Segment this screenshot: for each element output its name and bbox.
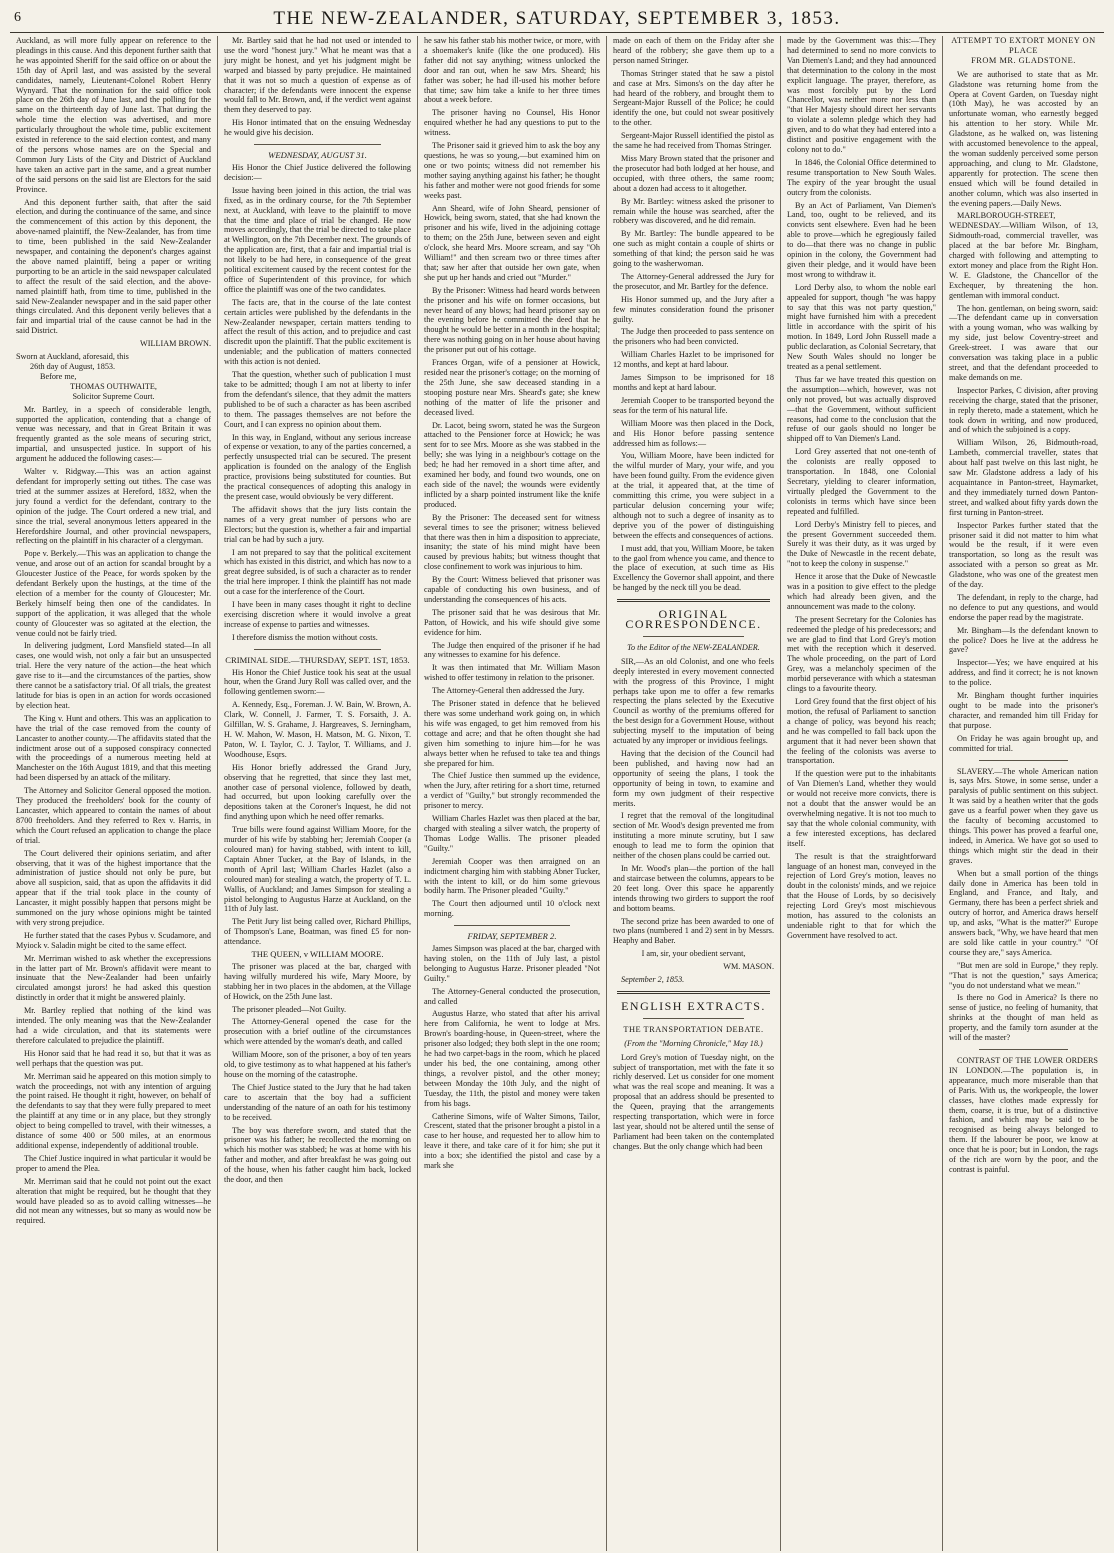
paragraph: The boy was therefore sworn, and stated that the prisoner was his father; he recollected the morning on which his mother was stabbed; he was at home with his father and mother, and after breakfast he was going out of the house, when his father caught him back, locked the door, and then (224, 1125, 411, 1185)
paragraph: The Judge then proceeded to pass sentence on the prisoners who had been convicted. (613, 327, 774, 347)
paragraph: The Court then adjourned until 10 o'clock next morning. (424, 899, 600, 919)
paragraph: I must add, that you, William Moore, be taken to the gaol from whence you came, and thence to the place of execution, at such time as His Excellency the Governor shall appoint, and there be hanged by the neck till you be dead. (613, 543, 774, 593)
paragraph: By the Prisoner: The deceased sent for witness several times to see the prisoner; witness believed that there was then in him a disposition to appreciate, insanity; the state of his mind might have been caused by previous habits; but witness thought that close confinement to work was injurious to him. (424, 512, 600, 572)
paragraph: The prisoner was placed at the bar, charged with having wilfully murdered his wife, Mary Moore, by stabbing her in two places in the abdomen, at the Village of Howick, on the 25th June last. (224, 961, 411, 1001)
paragraph: In this way, in England, without any serious increase of expense or vexation, to any of the parties concerned, a perfectly unsuspected trial can be secured. The present application is founded on the analogy of the English practice, provisions being substituted for counties. But the practical consequences of adopting this analogy in the present case, would obviously be very different. (224, 432, 411, 501)
paragraph: SLAVERY.—The whole American nation is, says Mrs. Stowe, in some sense, under a paralysis of public sentiment on this subject. It was said by a heathen writer that the gods gave us a fearful power when they gave us the faculty of becoming accustomed to things. This power has proved a fearful one, indeed, in America. We have got so used to things which might stir the dead in their graves. (949, 766, 1098, 865)
paragraph: The affidavit shows that the jury lists contain the names of a very great number of persons who are Electors; but the question is, whether a fair and impartial trial can be had by such a jury. (224, 504, 411, 544)
paragraph: Thomas Stringer stated that he saw a pistol and case at Mrs. Simons's on the day after he had heard of the robbery, and brought them to Sergeant-Major Russell of the Police; he could identify the one, but could not swear positively to the other. (613, 68, 774, 128)
paragraph: William Charles Hazlet was then placed at the bar, charged with stealing a silver watch, the property of Thomas Lodge Wallis. The prisoner pleaded "Guilty." (424, 814, 600, 853)
paragraph: The Attorney-General opened the case for the prosecution with a brief outline of the circumstances which were attended by the woman's death, and called (224, 1017, 411, 1047)
divider (617, 599, 770, 602)
article-heading: ATTEMPT TO EXTORT MONEY ON PLACE (951, 36, 1096, 55)
paragraph: The defendant, in reply to the charge, had no defence to put any questions, and would endorse the paper read by the magistrate. (949, 592, 1098, 622)
paragraph: Mr. Bingham—Is the defendant known to the police? Does he live at the address he gave? (949, 625, 1098, 655)
paragraph: Lord Derby also, to whom the noble earl appealed for support, though "he was happy to say that this was not party question," might have furnished him with a precedent little in accordance with the spirit of his motion. In 1849, Lord John Russell made a public declaration, as Colonial Secretary, that New South Wales should no longer be treated as a penal settlement. (787, 282, 936, 371)
paragraph: Frances Organ, wife of a pensioner at Howick, resided near the prisoner's cottage; on the morning of the 25th June, she saw deceased standing in a stooping posture near Mrs. Sheard's gate; she knew nothing of the matter of life the prisoner and deceased lived. (424, 358, 600, 417)
closing: I am, sir, your obedient servant, (641, 949, 746, 959)
paragraph: Catherine Simons, wife of Walter Simons, Tailor, Crescent, stated that the prisoner brought a pistol in a case to her house, and requested her to allow him to leave it there, and take care of it for him; she put it into a box; she identified the pistol and case by a mark she (424, 1111, 600, 1171)
paragraph: The Attorney-General conducted the prosecution, and called (424, 986, 600, 1006)
paragraph: Issue having been joined in this action, the trial was fixed, as in the ordinary course, for the 7th September next, at Auckland, with leave to the plaintiff to move that the time and place of trial be changed. He now moves accordingly, that the trial be directed to take place at Wellington, on the 7th December next. The grounds of the application are, first, that a fair and impartial trial is not likely to be had here, in consequence of the great political excitement caused by the recent contest for the office of Superintendent of this province, for which office the plaintiff was one of the two candidates. (224, 185, 411, 294)
paragraph: Lord Derby's Ministry fell to pieces, and the present Government succeeded them. Surely it was their duty, as it was urged by the Duke of Newcastle in the recent debate, "not to keep the colony in suspense." (787, 519, 936, 569)
paragraph: made by the Government was this:—They had determined to send no more convicts to Van Diemen's Land; and they had announced that determination to the colony in the most explicit language. The prayer, therefore, as was most forcibly put by the Lord Chancellor, was neither more nor less than "that Her Majesty should direct her servants to violate a solemn pledge which they had given, and to do what they had entered into a distinct and positive engagement with the colony not to do." (787, 36, 936, 154)
paragraph: Auckland, as will more fully appear on reference to the pleadings in this cause. And this deponent further saith that he was appointed Sheriff for the said office on or about the 15th day of April last, and was assisted by the several candidates, namely, Lieutenant-Colonel Robert Henry Wynyard. That the nomination for the said office took place on the 26th day of June last, and the polling for the same on the thirteenth day of June last. That during the whole time the election was advertised, and more particularly throughout the whole time, public excitement existed in reference to the said election contest, and many of the persons whose names are on the Special and Common Jury Lists of the City and District of Auckland have taken an active part in the same, and a great number of the said persons on the said list are Electors for the said Province. (16, 36, 211, 194)
paragraph: Jeremiah Cooper was then arraigned on an indictment charging him with stabbing Abner Tucker, with the intent to kill, or do him some grievous bodily harm. The Prisoner pleaded "Guilty." (424, 856, 600, 896)
paragraph: Mr. Bartley said that he had not used or intended to use the word "honest jury." What he meant was that a jury might be honest, and yet his judgment might be warped and biassed by party prejudice. He maintained that it was not so much a question of expense as of character; if the defendants were innocent the expense would fall to Mr. Brown, and, if the verdict went against them they deserved to pay. (224, 36, 411, 115)
divider (643, 1018, 744, 1019)
paragraph: I have been in many cases thought it right to decline exercising discretion where it would involve a great increase of expense to parties and witnesses. (224, 600, 411, 629)
dateline: CRIMINAL SIDE.—THURSDAY, SEPT. 1ST, 1853. (225, 654, 410, 665)
paragraph: "But men are sold in Europe," they reply. "That is not the question," says America; "you do not understand what we mean." (949, 960, 1098, 990)
paragraph: Lord Grey's motion of Tuesday night, on the subject of transportation, met with the fate it so richly deserved. Let us consider for one moment what was the real scope and meaning. It was a proposal that an address should be presented to the Queen, praying that the arrangements respecting transportation, which were in force last year, should not be altered until the sense of Parliament had been taken on the contemplated changes. But the only change which had been (613, 1052, 774, 1151)
paragraph: The Attorney-General addressed the Jury for the prosecutor, and Mr. Bartley for the defence. (613, 271, 774, 291)
paragraph: The prisoner pleaded—Not Guilty. (232, 1004, 347, 1014)
divider (979, 1049, 1068, 1050)
paragraph: And this deponent further saith, that after the said election, and during the continuance of the same, and since the commencement of this action by this deponent, the above-named plaintiff, the New-Zealander, has from time to time, been published in the said New-Zealander newspaper, and containing the deponent's charges against the above named plaintiff, being a paper or writing purporting to be an article in the said newspaper calculated to affect the result of the said election, and the above-named plaintiff hath, from time to time, published in the said New-Zealander newspaper and in the said paper other things circulated. And this deponent verily believes that a fair and impartial trial of the cause cannot be had in the said District. (16, 197, 211, 336)
paragraph: CONTRAST OF THE LOWER ORDERS IN LONDON.—The population is, in appearance, much more miserable than that of Paris. With us, the workpeople, the lower classes, have clothes made expressly for them, coarse, it is true, but of a distinctive fashion, and which may be said to be recognised as being always belonged to them. If the labourer be poor, we know at once that he is poor; but in London, the rags of the rich are worn by the poor, and the contrast is painful. (949, 1056, 1098, 1174)
article-source: (From the "Morning Chronicle," May 18.) (624, 1038, 763, 1048)
paragraph: Sergeant-Major Russell identified the pistol as the same he had received from Thomas Stringer. (613, 131, 774, 151)
article-heading: FROM MR. GLADSTONE. (971, 55, 1076, 65)
paragraph: Lord Grey found that the first object of his motion, the refusal of Parliament to sanction a change of policy, was beyond his reach; and he was compelled to fall back upon the argument that it had never been shown that the feeling of the colonists was averse to transportation. (787, 697, 936, 766)
paragraph: Augustus Harze, who stated that after his arrival here from California, he went to lodge at Mrs. Brown's boarding-house, in Queen-street, where the prisoner also lodged; they both slept in the one room; he had two carpet-bags in the room, which he placed under his bed, the one containing, among other things, a revolver pistol, and the other money; between Monday the 10th July, and the night of Tuesday, the 11th, the pistol and money were taken from his bags. (424, 1009, 600, 1108)
divider (617, 991, 770, 994)
paragraph: The Chief Justice stated to the Jury that he had taken care to ascertain that the boy had a sufficient understanding of the nature of an oath for his testimony to be received. (224, 1082, 411, 1122)
divider (254, 649, 381, 650)
paragraph: His Honor briefly addressed the Grand Jury, observing that he regretted, that since they last met, another case of personal violence, followed by death, had occurred, but upon looking carefully over the depositions taken at the Coroner's Inquest, he did not find anything upon which he need offer remarks. (224, 762, 411, 822)
paragraph: You, William Moore, have been indicted for the wilful murder of Mary, your wife, and you have been found guilty. From the evidence given at the trial, it appeared that, at the time of committing this crime, you were subject in a particular delusion concerning your wife; although not to such a degree of insanity as to deprive you of the power of distinguishing between the effects and consequences of actions. (613, 451, 774, 540)
paragraph: Lord Grey asserted that not one-tenth of the colonists are really opposed to transportation. In 1848, one Colonial Secretary, yielding to clearer information, virtually pledged the Government to the colonists in terms which have since been repeated and fulfilled. (787, 447, 936, 516)
column-5 (780, 36, 942, 1551)
divider (979, 760, 1068, 761)
paragraph: Mr. Bartley, in a speech of considerable length, supported the application, contending that a change of venue was necessary, and that in Great Britain it was frequently granted as the sole means of securing strict, impartial, and unsuspected justice. In support of his argument he adduced the following cases:— (16, 404, 211, 464)
paragraph: It was then intimated that Mr. William Mason wished to offer testimony in relation to the prisoner. (424, 663, 600, 683)
paragraph: On Friday he was again brought up, and committed for trial. (949, 733, 1098, 753)
paragraph: MARLBOROUGH-STREET, WEDNESDAY.—William Wilson, of 13, Sidmouth-road, commercial traveller, was placed at the bar before Mr. Bingham, charged with following and attempting to extort money and place from the Right Hon. W. E. Gladstone, the Chancellor of the Exchequer, by threatening the hon. gentleman with immoral conduct. (949, 211, 1098, 300)
paragraph: His Honor the Chief Justice took his seat at the usual hour, when the Grand Jury Roll was called over, and the following gentlemen sworn:— (224, 667, 411, 697)
paragraph: I regret that the removal of the longitudinal section of Mr. Wood's design prevented me from instituting a more minute scrutiny, but I saw enough to lead me to form the opinion that neither of the chosen plans could be carried out. (613, 811, 774, 861)
paragraph: Ann Sheard, wife of John Sheard, pensioner of Howick, being sworn, stated, that she had known the prisoner and his wife, lived in the adjoining cottage to them; on the 25th June, between seven and eight o'clock, she heard Mrs. Moore scream, and say "Oh William!" and then scream two or three times after that; saw her after that outside her own gate, when she put up her hands and cried out "Murder." (424, 203, 600, 282)
paragraph: Mr. Bingham thought further inquiries ought to be made into the prisoner's character, and remanded him till Friday for that purpose. (949, 691, 1098, 730)
paragraph: made on each of them on the Friday after she heard of the robbery; she gave them up to a person named Stringer. (613, 36, 774, 65)
dateline: FRIDAY, SEPTEMBER 2. (467, 931, 557, 942)
case-heading: THE QUEEN, v WILLIAM MOORE. (251, 949, 384, 960)
paragraph: Mr. Merriman said he appeared on this motion simply to watch the proceedings, not with any intention of arguing the point raised. He thought it right, however, on behalf of the defendants to say that they were fully prepared to meet the plaintiff at any time or in any place, but they strongly object to being compelled to travel, with their witnesses, a distance of some 400 or 500 miles, at an enormous additional expense, independently of additional trouble. (16, 1071, 211, 1150)
paragraph: By Mr. Bartley: witness asked the prisoner to remain while the house was searched, after the robbery was discovered, and he did remain. (613, 196, 774, 226)
sworn-line: 26th day of August, 1853. (30, 362, 116, 371)
dateline: WEDNESDAY, AUGUST 31. (268, 150, 367, 161)
paragraph: He further stated that the cases Pybus v. Scudamore, and Myiock v. Saladin might be cited to the same effect. (16, 930, 211, 950)
paragraph: Inspector Parkes, C division, after proving receiving the charge, stated that the prisoner, in reply thereto, made a statement, which he took down in writing, and now produced, and of which the subjoined is a copy. (949, 385, 1098, 435)
paragraph: Having that the decision of the Council had been published, and having now had an opportunity of seeing the plans, I took the opportunity of being in town, to examine and form my own judgment of their respective merits. (613, 749, 774, 808)
sworn-line: Solicitor Supreme Court. (72, 391, 155, 401)
paragraph: The facts are, that in the course of the late contest certain articles were published by the defendants in the New-Zealander newspaper, certain matters tending to affect the result of this action, and to prejudice and cast discredit upon the plaintiff. That the public excitement is undeniable; and the publication of matters connected with this action is not denied. (224, 297, 411, 367)
paragraph: His Honor intimated that on the ensuing Wednesday he would give his decision. (224, 118, 411, 138)
sworn-line: THOMAS OUTHWAITE, (70, 381, 157, 391)
paragraph: The Chief Justice then summed up the evidence, when the Jury, after retiring for a short time, returned a verdict of "Guilty," but strongly recommended the prisoner to mercy. (424, 771, 600, 811)
paragraph: We are authorised to state that as Mr. Gladstone was returning home from the Opera at Covent Garden, on Tuesday night (10th May), he was accosted by an unfortunate woman, who earnestly begged his attention to her story. While Mr. Gladstone, as he walked on, was listening with accustomed benevolence to the appeal, the woman suddenly perceived some person approaching, and clung to Mr. Gladstone, apparently for protection. The scene then ensued which will be found detailed in another column, which was also inserted in the evening papers.—Daily News. (949, 69, 1098, 208)
paragraph: In 1846, the Colonial Office determined to resume transportation to New South Wales. The expiry of the year brought the usual outcry from the colonists. (787, 157, 936, 197)
sworn-line: Before me, (40, 371, 77, 381)
paragraph: William Moore, son of the prisoner, a boy of ten years old, to give testimony as to what happened at his father's house on the morning of the catastrophe. (224, 1050, 411, 1079)
paragraph: The King v. Hunt and others. This was an application to have the trial of the case removed from the county of Lancaster to another county.—The affidavits stated that the indictment arose out of a supposed conspiracy connected with the proceedings of a numerous meeting held at Manchester on the 16th August 1819, and that this meeting had been dispersed by an attack of the military. (16, 713, 211, 783)
paragraph: Hence it arose that the Duke of Newcastle was in a position to give effect to the pledge which had already been given, and the announcement was made to the colony. (787, 572, 936, 611)
paragraph: That the question, whether such of publication I must take to be admitted; though I am not at liberty to infer from the defendant's silence, that they admit the matters published to be of such a character as has been ascribed to them. The passages themselves are not before the Court, and I can express no opinion about them. (224, 370, 411, 429)
paragraph: Is there no God in America? Is there no sense of justice, no feeling of humanity, that shrinks at the thought of man held as property, and the family torn asunder at the will of the master? (949, 993, 1098, 1043)
page-number: 6 (14, 10, 21, 25)
paragraph: Thus far we have treated this question on the assumption—which, however, was not only not proved, but was actually disproved—that the Government, without sufficient reasons, had come to the conclusion that the refuse of our gaols should no longer be shipped off to Van Diemen's Land. (787, 374, 936, 444)
paragraph: The prisoner said that he was desirous that Mr. Patton, of Howick, and his wife should give some evidence for him. (424, 607, 600, 637)
paragraph: His Honor the Chief Justice delivered the following decision:— (224, 162, 411, 182)
paragraph: If the question were put to the inhabitants of Van Diemen's Land, whether they would or would not receive more convicts, there is not a doubt that the answer would be an overwhelming negative. It is not too much to say that the whole colonial community, with a few interested exceptions, has declared itself. (787, 769, 936, 848)
paragraph: Pope v. Berkely.—This was an application to change the venue, and arose out of an action for scandal brought by a Gloucester Justice of the Peace, for words spoken by the defendant Berkely upon the hustings, at the time of the election of a member for the county of Gloucester; Mr. Berkely himself being then one of the candidates. In support of the application, it was alleged that the whole county of Gloucester was so agitated at the election, the venue could not be fairly tried. (16, 549, 211, 638)
paragraph: The present Secretary for the Colonies has redeemed the pledge of his predecessors; and we are glad to find that Lord Grey's motion met with the reception which it deserved. The whole proceeding, on the part of Lord Grey, was a melancholy specimen of the morbid perseverance with which a statesman clings to a favourite theory. (787, 614, 936, 694)
paragraph: The Court delivered their opinions seriatim, and after observing, that it was of the highest importance that the administration of justice should not only be pure, but above all suspicion, said, that as upon the affidavits it did appear that if the trial took place in the county of Lancaster, it might possibly happen that persons might be summoned on the jury whose opinions might be tainted with very strong prejudice. (16, 848, 211, 927)
columns (10, 36, 1104, 1551)
paragraph: I therefore dismiss the motion without costs. (232, 632, 378, 642)
paragraph: By the Court: Witness believed that prisoner was capable of conducting his own business, and of understanding the consequences of his acts. (424, 575, 600, 604)
paragraph: William Charles Hazlet to be imprisoned for 12 months, and kept at hard labour. (613, 350, 774, 370)
sworn-line: Sworn at Auckland, aforesaid, this (16, 352, 129, 362)
paragraph: SIR,—As an old Colonist, and one who feels deeply interested in every movement connected with the progress of this Province, I might perhaps take upon me to offer a few remarks respecting the plans selected by the Executive Council as worthy of the premiums offered for the best design for a Government House, without subjecting myself to the imputation of being actuated by any improper or invidious feelings. (613, 656, 774, 746)
paragraph: Inspector—Yes; we have enquired at his address, and find it correct; he is not known to the police. (949, 658, 1098, 688)
paragraph: The prisoner having no Counsel, His Honor enquired whether he had any questions to put to the witness. (424, 108, 600, 138)
paragraph: By an Act of Parliament, Van Diemen's Land, too, ought to be relieved, and its convicts sent elsewhere. Even had he been able to prove—which he egregiously failed to do—that there was no change in public opinion in the colony, the Government had given their pledge, and it would have been most wrong to withdraw it. (787, 200, 936, 279)
paragraph: James Simpson was placed at the bar, charged with having stolen, on the 11th of July last, a pistol belonging to Augustus Harze. Prisoner pleaded "Not Guilty." (424, 944, 600, 983)
column-1 (10, 36, 217, 1551)
column-6 (942, 36, 1104, 1551)
paragraph: Inspector Parkes further stated that the prisoner said it did not matter to him what would be the result, if it were even transportation, so long as the result was associated with a person so great as Mr. Gladstone, who was one of the greatest men of the day. (949, 520, 1098, 590)
paragraph: Mr. Merriman wished to ask whether the excepressions in the latter part of Mr. Brown's affidavit were meant to insinuate that the New-Zealander had been unfairly circulated amongst jurors! he had asked this question distinctly in order that it might be answered plainly. (16, 953, 211, 1003)
signature: WILLIAM BROWN. (140, 339, 211, 349)
paragraph: The Prisoner said it grieved him to ask the boy any questions, he was so young,—but examined him on one or two points; witness did not remember his mother saying anything against his father; he thought his father and mother were not good friends for some weeks past. (424, 141, 600, 200)
paragraph: William Wilson, 26, Bidmouth-road, Lambeth, commercial traveller, states that about half past twelve on this last night, he saw Mr. Gladstone address a lady of his acquaintance in Panton-street, Haymarket, and they immediately turned down Panton-street, and walked about fifty yards down the first turning in Panton-street. (949, 438, 1098, 517)
salutation: To the Editor of the NEW-ZEALANDER. (627, 642, 760, 652)
paragraph: His Honor said that he had read it so, but that it was as well perhaps that the question was put. (16, 1048, 211, 1068)
paragraph: Dr. Lacot, being sworn, stated he was the Surgeon attached to the Pensioner force at Howick; he was sent for to see Mrs. Moore as she was stabbed in the belly; she was lying in a neighbour's cottage on the bed; he had her removed in a short time after, and examined her body, and found two wounds, one on each side of the navel; the wounds were evidently inflicted by a sharp pointed instrument like the knife produced. (424, 420, 600, 509)
column-2 (217, 36, 417, 1551)
paragraph: The hon. gentleman, on being sworn, said:—The defendant came up in conversation with a young woman, who was walking by my side, just below Coventry-street and Greek-street. I was aware that our conversation was taking place in a public street, and that the defendant proceeded to make demands on me. (949, 303, 1098, 382)
paragraph: The Prisoner stated in defence that he believed there was some underhand work going on, in which his wife was engaged, to get him removed from his cottage and acre; and that he often thought she had given him something to injure him—for he was always better when he refused to take tea and things she prepared for him. (424, 699, 600, 768)
paragraph: The Attorney and Solicitor General opposed the motion. They produced the freeholders' book for the county of Lancaster, which appeared to contain the names of about 8700 freeholders. And they referred to Rex v. Harris, in which the Court refused an application to change the place of trial. (16, 786, 211, 845)
letter-signature: WM. MASON. (723, 962, 774, 972)
column-3 (417, 36, 606, 1551)
letter-date: September 2, 1853. (621, 975, 685, 985)
paragraph: The second prize has been awarded to one of two plans (numbered 1 and 2) sent in by Messrs. Heaphy and Baber. (613, 916, 774, 946)
section-heading-correspondence: ORIGINAL CORRESPONDENCE. (625, 607, 762, 632)
paragraph: In delivering judgment, Lord Mansfield stated—In all cases, one would wish, not only a fair but an unsuspected trial. Here the very nature of the action—the heat which gave rise to it—and the circumstances of the parties, show there cannot be a satisfactory trial. Of all trials, the greatest latitude for bias is open in an action for words occasioned by election heat. (16, 641, 211, 710)
newspaper-title: THE NEW-ZEALANDER, SATURDAY, SEPTEMBER 3, 1853. (273, 8, 841, 29)
divider (454, 925, 570, 926)
paragraph: The Judge then enquired of the prisoner if he had any witnesses to examine for his defence. (424, 640, 600, 660)
masthead (10, 6, 1104, 33)
paragraph: The Attorney-General then addressed the Jury. (432, 686, 585, 696)
paragraph: The result is that the straightforward language of an honest man, conveyed in the rejection of Lord Grey's motion, leaves no doubt in the colonists' minds, and we rejoice that the House of Lords, by so decisively rejecting Lord Grey's most mischievous motion, has assured to the colonists an undeniable right to that for which the Government have resolved to act. (787, 851, 936, 940)
paragraph: William Moore was then placed in the Dock, and His Honor before passing sentence addressed him as follows:— (613, 418, 774, 448)
paragraph: In Mr. Wood's plan—the portion of the hall and staircase between the columns, appears to be 20 feet long. Over this space he apparently intends throwing two girders to support the roof and bottom beams. (613, 863, 774, 913)
section-heading-english-extracts: ENGLISH EXTRACTS. (621, 998, 766, 1013)
paragraph: When but a small portion of the things daily done in America has been told in England, and France, and Italy, and Germany, there has been a perfect shriek and outcry of horror, and America draws herself up, and asks, "What is the matter?" Europe answers back, "Why, we have heard that men are sold like cattle in your country." "Of course they are," says America. (949, 868, 1098, 957)
paragraph: James Simpson to be imprisoned for 18 months and kept at hard labour. (613, 373, 774, 392)
paragraph: Miss Mary Brown stated that the prisoner and the prosecutor had both lodged at her house, and occupied, with three others, the same room; about a dozen had access to it altogether. (613, 153, 774, 193)
paragraph: The Chief Justice inquired in what particular it would be proper to amend the Plea. (16, 1153, 211, 1173)
paragraph: Mr. Bartley replied that nothing of the kind was intended. The only meaning was that the New-Zealander had a wide circulation, and that its statements were therefore calculated to prejudice the plaintiff. (16, 1006, 211, 1045)
divider (254, 144, 381, 145)
divider (643, 636, 744, 637)
paragraph: True bills were found against William Moore, for the murder of his wife by stabbing her; Jeremiah Cooper (a coloured man) for having stabbed, with intent to kill, Captain Abner Tucker, at the Bay of Islands, in the month of April last; William Charles Hazlet (also a coloured man) for stealing a watch, the property of T. L. Wallis, of Auckland; and James Simpson for stealing a pistol belonging to Augustus Harze at Auckland, on the 11th of July last. (224, 825, 411, 914)
paragraph: Walter v. Ridgway.—This was an action against defendant for improperly setting out tithes. The case was tried at the summer assizes at Hereford, 1832, when the jury found a verdict for the defendant, contrary to the opinion of the judge. The Court ordered a new trial, and since the trial, several anonymous letters appeared in the Herefordshire Journal, and other provincial newspapers, reflecting on the plaintiff in his character of a clergyman. (16, 467, 211, 546)
paragraph: Jeremiah Cooper to be transported beyond the seas for the term of his natural life. (613, 395, 774, 415)
paragraph: By Mr. Bartley: The bundle appeared to be one such as might contain a couple of shirts or something of that kind; the person said he was going to the washerwoman. (613, 229, 774, 269)
paragraph: he saw his father stab his mother twice, or more, with a shoemaker's knife (like the one produced). His father did not say anything; witness unlocked the door and ran out, when he saw Mrs. Sheard; his father was sober; he had ill-used his mother before that time; saw him take a knife to her three times about a week before. (424, 36, 600, 105)
column-4 (606, 36, 780, 1551)
paragraph: Mr. Merriman said that he could not point out the exact alteration that might be required, but he thought that they would have pleaded so as to avoid calling witnesses—he did not mean any witnesses, but so many as would now be required. (16, 1176, 211, 1226)
paragraph: I am not prepared to say that the political excitement which has existed in this district, and which has now to a great degree subsided, is of such a character as to render the trial here improper. I think the plaintiff has not made out a case for the interference of the Court. (224, 547, 411, 597)
paragraph: By the Prisoner: Witness had heard words between the prisoner and his wife on former occasions, but never heard of any blows; had heard prisoner say on the evening before he committed the deed that he thought he would be better in a month in the hospital; there was nothing going on in her house about having the prisoner put out of his cottage. (424, 285, 600, 355)
paragraph: His Honor summed up, and the Jury after a few minutes consideration found the prisoner guilty. (613, 294, 774, 324)
paragraph: A. Kennedy, Esq., Foreman. J. W. Bain, W. Brown, A. Clark, W. Connell, J. Farmer, T. S. Forsaith, J. A. Gilfillan, W. S. Grahame, J. Hargreaves, S. Jerningham, H. W. Mahon, W. Mason, H. Matson, M. G. Nixon, T. Paton, W. I. Taylor, C. J. Taylor, T. Williams, and J. Woodhouse, Esqrs. (224, 700, 411, 759)
paragraph: The Petit Jury list being called over, Richard Phillips, of Thompson's Lane, Boatman, was fined £5 for non-attendance. (224, 917, 411, 947)
article-heading: THE TRANSPORTATION DEBATE. (623, 1024, 764, 1034)
